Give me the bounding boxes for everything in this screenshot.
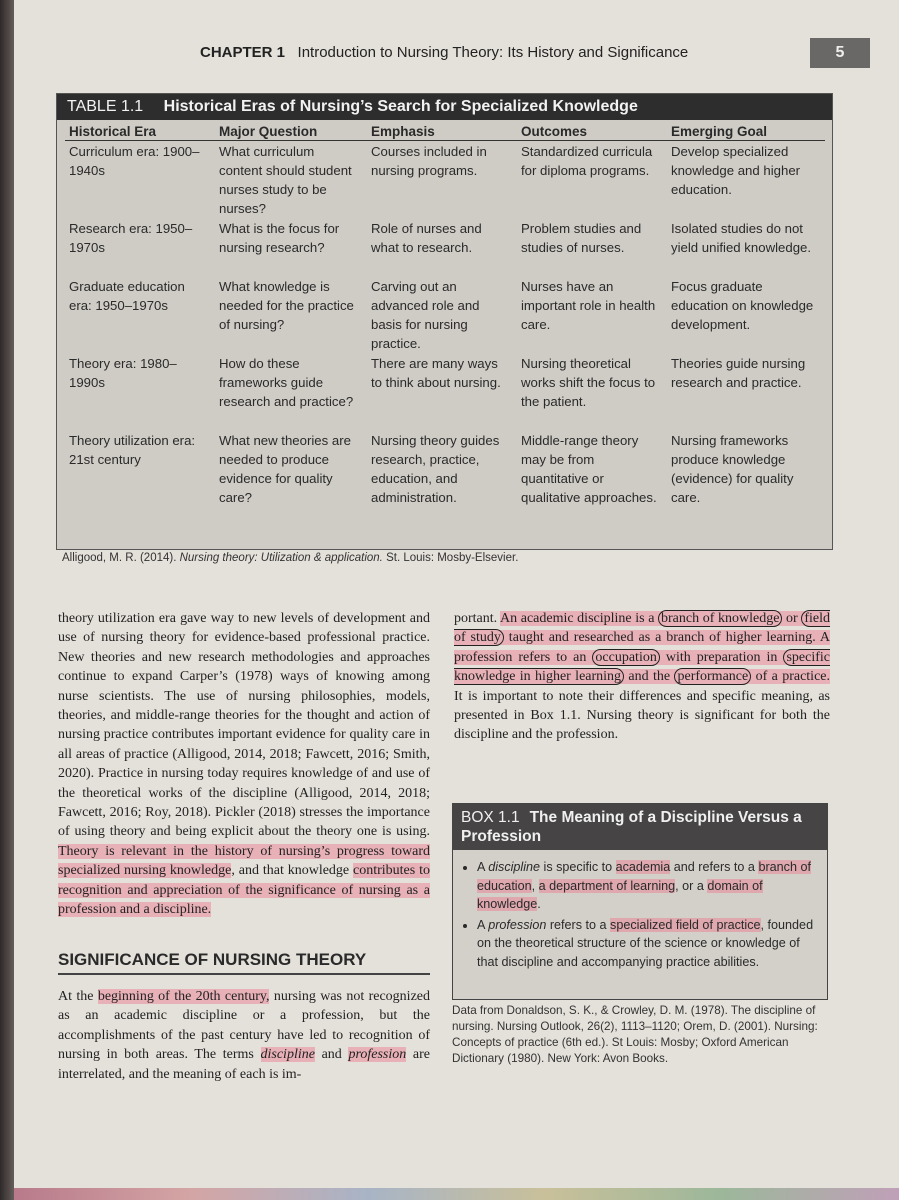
table-cell: Nursing theoretical works shift the focus to the patient. — [521, 356, 656, 409]
table-cell: Research era: 1950–1970s — [69, 221, 193, 255]
table-cell: Nursing theory guides research, practice, education, and administration. — [371, 433, 500, 505]
highlighted-text: specialized field of practice — [610, 917, 761, 932]
body-text: or — [782, 611, 802, 626]
col-header: Major Question — [215, 122, 367, 141]
highlighted-text: academia — [615, 860, 671, 874]
eras-table — [65, 122, 825, 507]
chapter-label: CHAPTER 1 — [200, 44, 286, 61]
table-cell: What knowledge is needed for the practice of nursing? — [219, 279, 354, 332]
table-cell: Graduate education era: 1950–1970s — [69, 279, 185, 313]
circled-term: performance — [674, 668, 751, 685]
body-text: It is important to note their differences and specific meaning, as presented in Box 1.1. Nursing theory is significant for both the discipline and the profession. — [454, 688, 830, 743]
table-row — [65, 218, 825, 276]
box-1-1 — [452, 803, 828, 1000]
page-number: 5 — [810, 38, 870, 68]
table-cell: Role of nurses and what to research. — [371, 221, 482, 255]
body-text: with preparation in — [659, 649, 784, 665]
highlighted-text: beginning of the 20th century, — [97, 989, 270, 1004]
table-cell: Nursing frameworks produce knowledge (evidence) for quality care. — [671, 433, 794, 505]
body-text: and refers to a — [670, 860, 759, 874]
body-text: At the — [58, 989, 98, 1004]
table-cell: Theory utilization era: 21st century — [69, 433, 196, 467]
table-cell: How do these frameworks guide research and practice? — [219, 356, 354, 409]
body-text: and the — [624, 669, 675, 685]
table-cell: Curriculum era: 1900–1940s — [69, 144, 200, 178]
highlighted-text: Theory is relevant in the history of nursing’s progress toward specialized nursing knowledge — [58, 843, 430, 879]
body-text: , and that knowledge — [231, 863, 354, 879]
list-item — [477, 916, 819, 972]
body-text: taught and researched as a branch of higher learning. — [503, 630, 816, 646]
circled-term: branch of knowledge — [658, 610, 782, 627]
box-label: BOX 1.1 — [461, 809, 520, 826]
circled-term: field of study — [454, 611, 830, 646]
table-cell: Develop specialized knowledge and higher education. — [671, 144, 801, 197]
box-title: The Meaning of a Discipline Versus a Profession — [461, 809, 802, 845]
table-title: Historical Eras of Nursing’s Search for Specialized Knowledge — [163, 98, 638, 115]
body-text: An academic discipline is a — [500, 611, 659, 626]
section-heading: SIGNIFICANCE OF NURSING THEORY — [58, 950, 430, 975]
body-text: , or a — [675, 878, 708, 893]
page-bottom-edge — [14, 1188, 899, 1200]
list-item — [477, 858, 819, 914]
col-header: Outcomes — [517, 122, 667, 141]
right-column-paragraph — [454, 609, 830, 745]
circled-term: specific knowledge in higher learning — [454, 649, 830, 685]
box-title-bar — [453, 804, 827, 850]
table-cell: There are many ways to think about nursing. — [371, 356, 501, 390]
caption-text: Alligood, M. R. (2014). — [62, 552, 180, 564]
body-text: portant. — [454, 611, 500, 626]
table-cell: Courses included in nursing programs. — [371, 144, 487, 178]
table-cell: What curriculum content should student nurses study to be nurses? — [219, 144, 352, 216]
circled-term: occupation — [592, 649, 659, 666]
caption-book-title: Nursing theory: Utilization & application. — [179, 552, 383, 564]
col-header: Historical Era — [65, 122, 215, 141]
body-text: . — [537, 897, 541, 911]
body-text: A profession refers to an — [454, 630, 831, 665]
body-text: is specific to — [540, 860, 616, 874]
table-cell: Middle-range theory may be from quantitative or qualitative approaches. — [521, 433, 657, 505]
left-column-paragraph-2 — [58, 987, 430, 1084]
highlighted-text: branch of education — [477, 860, 811, 893]
caption-text: St. Louis: Mosby-Elsevier. — [382, 552, 519, 564]
body-text: A — [477, 917, 489, 932]
table-cell: Isolated studies do not yield unified knowledge. — [671, 221, 812, 255]
table-label: TABLE 1.1 — [67, 98, 144, 115]
table-caption — [62, 552, 518, 564]
table-cell: Theory era: 1980–1990s — [69, 356, 177, 390]
table-cell: What new theories are needed to produce evidence for quality care? — [219, 433, 351, 505]
table-cell: Carving out an advanced role and basis for nursing practice. — [371, 279, 480, 351]
body-text: of a practice. — [751, 669, 830, 685]
body-text: , founded on the theoretical structure of the science or knowledge of that discipline and accompanying practice abilities. — [477, 917, 814, 969]
table-cell: Focus graduate education on knowledge development. — [671, 279, 814, 332]
col-header: Emerging Goal — [667, 122, 825, 141]
table-row — [65, 430, 825, 507]
highlighted-term: profession — [348, 1047, 407, 1063]
highlighted-text — [454, 611, 830, 684]
table-cell: Theories guide nursing research and practice. — [671, 356, 806, 390]
table-title-bar — [57, 94, 832, 120]
table-row — [65, 276, 825, 353]
table-row — [65, 141, 825, 219]
left-column-paragraph-1 — [58, 609, 430, 920]
body-text: and — [314, 1047, 349, 1063]
box-source-note: Data from Donaldson, S. K., & Crowley, D. M. (1978). The discipline of nursing. Nursing Outlook, 26(2), 1113–1120; Orem, D. (2001). Nursing: Concepts of practice (6th ed.). St Louis: Mosby; Oxford American Dictionary (1980). New York: Avon Books. — [452, 1004, 818, 1065]
table-cell: What is the focus for nursing research? — [219, 221, 340, 255]
box-list — [461, 858, 819, 971]
italic-term: discipline — [488, 860, 541, 874]
body-text: A — [477, 860, 489, 874]
table-header-row — [65, 122, 825, 141]
body-text: theory utilization era gave way to new levels of development and use of nursing theory for evidence-based professional practice. New theories and new research methodologies and approaches continue to expand Carper’s (1978) ways of knowing among nurse scientists. The use of nursing philosophies, models, theories, and middle-range theories for the thought and action of nursing practice contributes important evidence for quality care in all areas of practice (Alligood, 2014, 2018; Fawcett, 2016; Smith, 2020). Practice in nursing today requires knowledge of and use of the theoretical works of the discipline (Alligood, 2014, 2018; Fawcett, 2016; Roy, 2018). Pickler (2018) stresses the importance of using theory and being explicit about the theory one is using. — [58, 611, 430, 840]
body-text: are interrelated, and the meaning of each is im- — [58, 1047, 430, 1082]
italic-term: profession — [488, 917, 547, 932]
table-cell: Nurses have an important role in health care. — [521, 279, 656, 332]
highlighted-text: a department of learning — [538, 878, 676, 893]
chapter-title: Introduction to Nursing Theory: Its History and Significance — [297, 44, 689, 61]
col-header: Emphasis — [367, 122, 517, 141]
body-text: , — [531, 878, 539, 893]
highlighted-text: contributes to recognition and appreciation of the significance of nursing as a profession and a discipline. — [58, 863, 430, 918]
highlighted-text: domain of knowledge — [477, 878, 763, 911]
body-text: nursing was not recognized as an academic discipline or a profession, but the accomplishments of the past century have led to recognition of nursing in both areas. The terms — [58, 989, 430, 1063]
running-header — [200, 44, 845, 61]
table-1-1 — [56, 93, 833, 550]
table-cell: Problem studies and studies of nurses. — [521, 221, 642, 255]
body-text: refers to a — [546, 917, 611, 932]
highlighted-term: discipline — [260, 1047, 315, 1063]
table-cell: Standardized curricula for diploma programs. — [521, 144, 653, 178]
table-row — [65, 353, 825, 430]
